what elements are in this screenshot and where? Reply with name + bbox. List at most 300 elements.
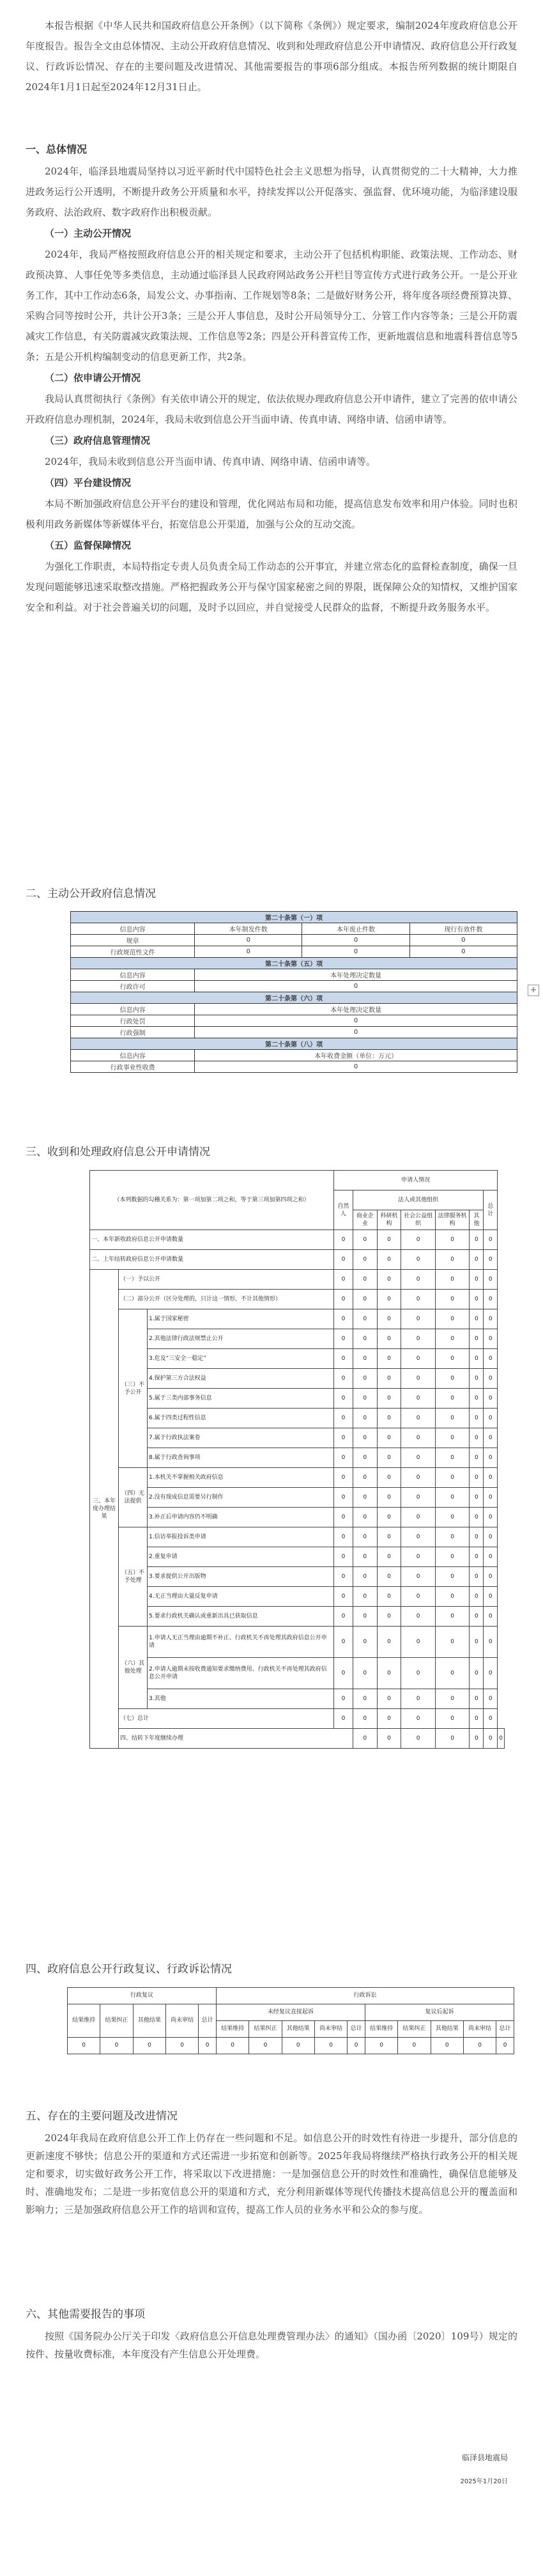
corner-note: （本列数据的勾稽关系为：第一项加第二项之和，等于第三项加第四项之和） (90, 1171, 334, 1230)
cell: 0 (484, 1230, 498, 1250)
cell: 0 (353, 1547, 377, 1567)
applicant-header: 申请人情况 (334, 1171, 498, 1190)
cell: 0 (401, 1709, 436, 1729)
cell: 0 (484, 1547, 498, 1567)
cell: 0 (435, 1349, 470, 1369)
cell: 0 (353, 1627, 377, 1658)
cell: 0 (401, 1349, 436, 1369)
cell: 0 (470, 1349, 484, 1369)
col-header: 结果维持 (365, 2021, 397, 2038)
cell: 0 (435, 1250, 470, 1270)
b1-col: 本年废止件数 (302, 923, 409, 935)
block-3-title: 第二十条第（六）项 (71, 992, 517, 1004)
cell: 0 (484, 1349, 498, 1369)
b3-cell: 0 (195, 1027, 517, 1038)
cell: 0 (401, 1527, 436, 1547)
cell: 0 (484, 1658, 498, 1689)
col-header: 其他结果 (133, 2004, 165, 2038)
b3-cell: 行政强制 (71, 1027, 195, 1038)
legal-group-header: 法人或其他组织 (353, 1190, 483, 1210)
row-label: （七）总计 (119, 1709, 334, 1729)
cell: 0 (484, 1448, 498, 1468)
cell: 0 (484, 1270, 498, 1290)
row-label: 7.属于行政执法案卷 (148, 1428, 334, 1448)
cell: 0 (401, 1627, 436, 1658)
b2-col: 本年处理决定数量 (195, 969, 517, 981)
b3-col: 本年处理决定数量 (195, 1004, 517, 1015)
cell: 0 (353, 1250, 377, 1270)
cell: 0 (334, 1369, 353, 1389)
cell: 0 (401, 1290, 436, 1309)
cell: 0 (334, 1309, 353, 1329)
cell: 0 (377, 1729, 401, 1749)
cell: 0 (334, 1389, 353, 1409)
cell: 0 (314, 2038, 347, 2054)
cell: 0 (353, 1607, 377, 1627)
cell: 0 (334, 1689, 353, 1709)
cell: 0 (377, 1547, 401, 1567)
row-label: 5.要求行政机关确认或重新出具已获取信息 (148, 1607, 334, 1627)
cell: 0 (377, 1508, 401, 1527)
cell: 0 (334, 1607, 353, 1627)
cell: 0 (484, 1409, 498, 1428)
section-1e-title: （五）监督保障情况 (45, 540, 132, 551)
b3-cell: 行政处罚 (71, 1015, 195, 1027)
cell: 0 (353, 1309, 377, 1329)
col-header: 总计 (348, 2021, 365, 2038)
row-label: 1.本机关不掌握相关政府信息 (148, 1468, 334, 1488)
cell: 0 (470, 1389, 484, 1409)
b4-cell: 0 (195, 1061, 517, 1073)
cell: 0 (401, 1389, 436, 1409)
section-4 (0, 1956, 543, 1982)
b3-col: 信息内容 (71, 1004, 195, 1015)
cell: 0 (353, 1587, 377, 1607)
cell: 0 (435, 1230, 470, 1250)
cell: 0 (470, 1547, 484, 1567)
block-4-title: 第二十条第（八）项 (71, 1038, 517, 1050)
cell: 0 (401, 1329, 436, 1349)
cell: 0 (435, 1329, 470, 1349)
after-review-header: 复议后起诉 (365, 2004, 514, 2021)
b1-col: 现行有效件数 (409, 923, 517, 935)
cell: 0 (334, 1428, 353, 1448)
b3-cell: 0 (195, 1015, 517, 1027)
cell: 0 (353, 1349, 377, 1369)
row-label: 5.属于三类内部事务信息 (148, 1389, 334, 1409)
cell: 0 (401, 1369, 436, 1389)
legal-col: 其他 (470, 1210, 484, 1230)
cell: 0 (353, 1409, 377, 1428)
cell: 0 (377, 1587, 401, 1607)
cell: 0 (470, 1709, 484, 1729)
row-label: （一）予以公开 (119, 1270, 334, 1290)
row-label: 一、本年新收政府信息公开申请数量 (90, 1230, 334, 1250)
row-label: 二、上年结转政府信息公开申请数量 (90, 1250, 334, 1270)
signature-date: 2025年1月20日 (460, 2478, 508, 2485)
cell: 0 (334, 1627, 353, 1658)
legal-col: 商业企业 (353, 1210, 377, 1230)
cell: 0 (470, 1607, 484, 1627)
group-4-label: （四）无法提供 (119, 1468, 148, 1527)
block-2-title: 第二十条第（五）项 (71, 958, 517, 969)
cell: 0 (435, 1488, 470, 1508)
cell: 0 (377, 1488, 401, 1508)
cell: 0 (470, 1468, 484, 1488)
cell: 0 (470, 1488, 484, 1508)
cell: 0 (353, 1468, 377, 1488)
lawsuit-header: 行政诉讼 (216, 1988, 514, 2004)
cell: 0 (470, 1230, 484, 1250)
b1-cell: 0 (302, 935, 409, 946)
cell: 0 (470, 1270, 484, 1290)
cell: 0 (484, 1250, 498, 1270)
cell: 0 (470, 1508, 484, 1527)
cell: 0 (334, 1547, 353, 1567)
cell: 0 (470, 1658, 484, 1689)
col-header: 尚未审结 (463, 2021, 496, 2038)
cell: 0 (401, 1488, 436, 1508)
b1-cell: 规章 (71, 935, 195, 946)
cell: 0 (470, 1428, 484, 1448)
cell: 0 (334, 1488, 353, 1508)
cell: 0 (401, 1230, 436, 1250)
cell: 0 (334, 1329, 353, 1349)
section-1d-paragraph: 本局不断加强政府信息公开平台的建设和管理，优化网站布局和功能，提高信息发布效率和用户体验。同时也积极利用政务新媒体等新媒体平台，拓宽信息公开渠道，加强与公众的互动交流。 (26, 498, 517, 530)
cell: 0 (435, 1270, 470, 1290)
cell: 0 (353, 1448, 377, 1468)
section-1c-title: （三）政府信息管理情况 (45, 435, 151, 446)
row-label: 1.信访举报投诉类申请 (148, 1527, 334, 1547)
result-group-label: 三、本年度办理结果 (90, 1270, 119, 1749)
cell: 0 (470, 1250, 484, 1270)
signature-org: 临泽县地震局 (461, 2453, 508, 2462)
cell: 0 (377, 1270, 401, 1290)
cell: 0 (401, 1270, 436, 1290)
row-label: 4.无正当理由大量反复申请 (148, 1587, 334, 1607)
cell: 0 (377, 1329, 401, 1349)
section-3-title: 三、收到和处理政府信息公开申请情况 (26, 1146, 210, 1159)
cell: 0 (401, 1250, 436, 1270)
total-header: 总计 (484, 1190, 498, 1230)
cell: 0 (401, 1508, 436, 1527)
cell: 0 (401, 1448, 436, 1468)
cell: 0 (282, 2038, 314, 2054)
section-2-title: 二、主动公开政府信息情况 (26, 887, 156, 900)
cell: 0 (401, 1587, 436, 1607)
cell: 0 (365, 2038, 397, 2054)
cell: 0 (353, 1230, 377, 1250)
cell: 0 (401, 1729, 436, 1749)
cell: 0 (401, 1567, 436, 1587)
section-5-paragraph: 2024年我局在政府信息公开工作上仍存在一些问题和不足。如信息公开的时效性有待进一步提升，部分信息的更新速度不够快；信息公开的渠道和方式还需进一步拓宽和创新等。2025年我局将继续严格执行政务公开的相关规定和要求，切实做好政务公开工作，将采取以下改进措施：一是加强信息公开的时效性和准确性，确保信息能够及时、准确地发布；二是进一步拓宽信息公开的渠道和方式，充分利用新媒体等现代传播技术提高信息公开的覆盖面和影响力；三是加强政府信息公开工作的培训和宣传，提高工作人员的业务水平和公众的参与度。 (26, 2132, 517, 2215)
cell: 0 (401, 1607, 436, 1627)
cell: 0 (353, 1290, 377, 1309)
cell: 0 (484, 1607, 498, 1627)
cell: 0 (484, 1369, 498, 1389)
cell: 0 (377, 1290, 401, 1309)
cell: 0 (463, 2038, 496, 2054)
cell: 0 (377, 1428, 401, 1448)
cell: 0 (216, 2038, 249, 2054)
row-label: 6.属于四类过程性信息 (148, 1409, 334, 1428)
cell: 0 (377, 1689, 401, 1709)
section-5 (0, 2104, 543, 2219)
section-1-paragraph: 2024年，临泽县地震局坚持以习近平新时代中国特色社会主义思想为指导，认真贯彻党的二十大精神，大力推进政务运行公开透明，不断提升政务公开质量和水平，持续发挥以公开促落实、强监督、优环境功能，为临泽建设服务政府、法治政府、数字政府作出积极贡献。 (26, 166, 517, 218)
cell: 0 (334, 1270, 353, 1290)
cell: 0 (435, 1658, 470, 1689)
row-label: 2.申请人逾期未按收费通知要求缴纳费用、行政机关不再处理其政府信息公开申请 (148, 1658, 334, 1689)
group-5-label: （五）不予处理 (119, 1527, 148, 1627)
b1-cell: 行政规范性文件 (71, 946, 195, 958)
natural-person-header: 自然人 (334, 1190, 353, 1230)
cell: 0 (353, 1329, 377, 1349)
cell: 0 (401, 1658, 436, 1689)
cell: 0 (435, 1567, 470, 1587)
cell: 0 (377, 1349, 401, 1369)
section-1e-paragraph: 为强化工作职责，本局特指定专责人员负责全局工作动态的公开事宜，并建立常态化的监督检查制度，确保一旦发现问题能够迅速采取整改措施。严格把握政务公开与保守国家秘密之间的界限，既保障公众的知情权，又维护国家安全和利益。对于社会普遍关切的问题，及时予以回应，并自觉接受人民群众的监督，不断提升政务服务水平。 (26, 561, 517, 613)
application-table (89, 1170, 505, 1749)
cell: 0 (401, 1409, 436, 1428)
cell: 0 (484, 1567, 498, 1587)
cell: 0 (431, 2038, 463, 2054)
b4-col: 信息内容 (71, 1050, 195, 1061)
cell: 0 (484, 1389, 498, 1409)
cell: 0 (470, 1527, 484, 1547)
row-label: 8.属于行政查询事项 (148, 1448, 334, 1468)
cell: 0 (353, 1428, 377, 1448)
cell: 0 (484, 1709, 498, 1729)
section-6-paragraph: 按照《国务院办公厅关于印发〈政府信息公开信息处理费管理办法〉的通知》（国办函〔2020〕109号）规定的按件、按量收费标准，本年度没有产生信息公开处理费。 (26, 2330, 517, 2360)
cell: 0 (484, 1309, 498, 1329)
row-label: 2.其他法律行政法规禁止公开 (148, 1329, 334, 1349)
cell: 0 (435, 1369, 470, 1389)
cell: 0 (484, 1627, 498, 1658)
legal-col: 法律服务机构 (435, 1210, 470, 1230)
section-1a-title: （一）主动公开情况 (45, 228, 132, 239)
cell: 0 (484, 1428, 498, 1448)
cell: 0 (435, 1587, 470, 1607)
cell: 0 (435, 1428, 470, 1448)
section-4-title: 四、政府信息公开行政复议、行政诉讼情况 (26, 1963, 232, 1976)
col-header: 结果维持 (216, 2021, 249, 2038)
cell: 0 (353, 1567, 377, 1587)
b4-col: 本年收费金额（单位：万元） (195, 1050, 517, 1061)
cell: 0 (435, 1527, 470, 1547)
cell: 0 (377, 1389, 401, 1409)
cell: 0 (377, 1250, 401, 1270)
cell: 0 (334, 1230, 353, 1250)
row-label: 2.重复申请 (148, 1547, 334, 1567)
plus-icon[interactable]: + (528, 985, 539, 996)
cell: 0 (334, 1658, 353, 1689)
cell: 0 (377, 1627, 401, 1658)
cell: 0 (334, 1508, 353, 1527)
cell: 0 (435, 1627, 470, 1658)
row-label: 3.危及“三安全一稳定” (148, 1349, 334, 1369)
cell: 0 (377, 1309, 401, 1329)
cell: 0 (165, 2038, 198, 2054)
intro-section (0, 15, 543, 97)
cell: 0 (435, 1547, 470, 1567)
b2-cell: 0 (195, 981, 517, 992)
cell: 0 (470, 1290, 484, 1309)
b1-cell: 0 (409, 946, 517, 958)
cell: 0 (435, 1689, 470, 1709)
cell: 0 (484, 1527, 498, 1547)
cell: 0 (401, 1468, 436, 1488)
cell: 0 (377, 1468, 401, 1488)
section-1d-title: （四）平台建设情况 (45, 477, 132, 488)
cell: 0 (470, 1448, 484, 1468)
cell: 0 (498, 1729, 505, 1749)
cell: 0 (435, 1729, 470, 1749)
cell: 0 (353, 1270, 377, 1290)
section-6 (0, 2302, 543, 2363)
cell: 0 (334, 1290, 353, 1309)
cell: 0 (470, 1409, 484, 1428)
b1-cell: 0 (195, 935, 302, 946)
cell: 0 (470, 1329, 484, 1349)
col-header: 其他结果 (282, 2021, 314, 2038)
cell: 0 (353, 1689, 377, 1709)
cell: 0 (334, 1448, 353, 1468)
col-header: 结果纠正 (398, 2021, 431, 2038)
cell: 0 (470, 1567, 484, 1587)
row-label: 2.没有现成信息需要另行制作 (148, 1488, 334, 1508)
b1-cell: 0 (302, 946, 409, 958)
cell: 0 (496, 2038, 514, 2054)
group-6-label: （六）其他处理 (119, 1627, 148, 1709)
legal-col: 社会公益组织 (401, 1210, 436, 1230)
row-label: 1.属于国家秘密 (148, 1309, 334, 1329)
section-1a-paragraph: 2024年，我局严格按照政府信息公开的相关规定和要求，主动公开了包括机构职能、政策法规、工作动态、财政预决算、人事任免等多类信息，主动通过临泽县人民政府网站政务公开栏目等宣传方式进行政务公开。一是公开业务工作，其中工作动态6条，局发公文、办事指南、工作规划等8条；二是做好财务公开，将年度各项经费预算决算、采购合同等按时公开，共计公开3条；三是公开人事信息，及时公开局领导分工、分管工作内容等条；三是公开防震减灾工作信息，有关防震减灾政策法规、工作信息等2条；四是公开科普宣传工作，更新地震信息和地震科普信息等5条；五是公开机构编制变动的信息更新工作，共2条。 (26, 249, 517, 363)
cell: 0 (470, 1309, 484, 1329)
cell: 0 (484, 1468, 498, 1488)
cell: 0 (435, 1448, 470, 1468)
cell: 0 (435, 1309, 470, 1329)
group-3-label: （三）不予公开 (119, 1309, 148, 1468)
col-header: 结果纠正 (100, 2004, 133, 2038)
block-1-title: 第二十条第（一）项 (71, 912, 517, 923)
cell: 0 (334, 1409, 353, 1428)
section-1 (0, 138, 543, 618)
cell: 0 (353, 1389, 377, 1409)
cell: 0 (377, 1448, 401, 1468)
cell: 0 (377, 1230, 401, 1250)
cell: 0 (353, 1488, 377, 1508)
col-header: 尚未审结 (165, 2004, 198, 2038)
cell: 0 (68, 2038, 100, 2054)
col-header: 结果纠正 (249, 2021, 282, 2038)
cell: 0 (353, 1527, 377, 1547)
cell: 0 (334, 1468, 353, 1488)
cell: 0 (348, 2038, 365, 2054)
b1-cell: 0 (409, 935, 517, 946)
cell: 0 (377, 1709, 401, 1729)
cell: 0 (435, 1508, 470, 1527)
cell: 0 (401, 1689, 436, 1709)
cell: 0 (484, 1729, 498, 1749)
cell: 0 (133, 2038, 165, 2054)
cell: 0 (353, 1709, 377, 1729)
cell: 0 (435, 1290, 470, 1309)
cell: 0 (484, 1329, 498, 1349)
cell: 0 (401, 1547, 436, 1567)
col-header: 总计 (199, 2004, 217, 2038)
section-6-title: 六、其他需要报告的事项 (26, 2308, 145, 2321)
row-label: （二）部分公开（区分处理的，只计这一情形，不计其他情形） (119, 1290, 334, 1309)
cell: 0 (334, 1709, 353, 1729)
cell: 0 (484, 1488, 498, 1508)
b4-cell: 行政事业性收费 (71, 1061, 195, 1073)
review-lawsuit-table (67, 1987, 514, 2054)
row-label: 1.申请人无正当理由逾期不补正、行政机关不再处理其政府信息公开申请 (148, 1627, 334, 1658)
cell: 0 (353, 1729, 377, 1749)
cell: 0 (353, 1369, 377, 1389)
section-5-title: 五、存在的主要问题及改进情况 (26, 2110, 178, 2123)
b1-cell: 0 (195, 946, 302, 958)
cell: 0 (435, 1607, 470, 1627)
row-label: 四、结转下年度继续办理 (119, 1729, 353, 1749)
cell: 0 (199, 2038, 217, 2054)
cell: 0 (100, 2038, 133, 2054)
cell: 0 (377, 1369, 401, 1389)
row-label: 3.要求提供公开出版物 (148, 1567, 334, 1587)
b2-cell: 行政许可 (71, 981, 195, 992)
cell: 0 (484, 1508, 498, 1527)
b2-col: 信息内容 (71, 969, 195, 981)
review-header: 行政复议 (68, 1988, 217, 2004)
cell: 0 (334, 1567, 353, 1587)
cell: 0 (470, 1587, 484, 1607)
row-label: 3.其他 (148, 1689, 334, 1709)
b1-col: 信息内容 (71, 923, 195, 935)
col-header: 总计 (496, 2021, 514, 2038)
section-1c-paragraph: 2024年，我局未收到信息公开当面申请、传真申请、网络申请、信函申请等。 (45, 456, 376, 467)
cell: 0 (484, 1689, 498, 1709)
intro-paragraph: 本报告根据《中华人民共和国政府信息公开条例》（以下简称《条例》）规定要求，编制2024年度政府信息公开年度报告。报告全文由总体情况、主动公开政府信息情况、收到和处理政府信息公开申请情况、政府信息公开行政复议、行政诉讼情况、存在的主要问题及改进情况、其他需要报告的事项6部分组成。本报告所列数据的统计期限自2024年1月1日起至2024年12月31日止。 (26, 20, 517, 93)
proactive-disclosure-table (70, 911, 517, 1073)
cell: 0 (401, 1309, 436, 1329)
cell: 0 (334, 1349, 353, 1369)
cell: 0 (334, 1527, 353, 1547)
legal-col: 科研机构 (377, 1210, 401, 1230)
section-3 (0, 1139, 543, 1165)
cell: 0 (470, 1627, 484, 1658)
cell: 0 (377, 1527, 401, 1547)
cell: 0 (377, 1607, 401, 1627)
cell: 0 (470, 1369, 484, 1389)
section-1b-paragraph: 我局认真贯彻执行《条例》有关依申请公开的规定，依法依规办理政府信息公开申请件，建立了完善的依申请公开政府信息办理机制，2024年，我局未收到信息公开当面申请、传真申请、网络申请、信函申请等。 (26, 393, 517, 425)
cell: 0 (377, 1567, 401, 1587)
cell: 0 (470, 1689, 484, 1709)
section-1b-title: （二）依申请公开情况 (45, 372, 141, 384)
col-header: 尚未审结 (314, 2021, 347, 2038)
cell: 0 (377, 1658, 401, 1689)
col-header: 结果维持 (68, 2004, 100, 2038)
row-label: 4.保护第三方合法权益 (148, 1369, 334, 1389)
cell: 0 (377, 1409, 401, 1428)
cell: 0 (334, 1250, 353, 1270)
cell: 0 (353, 1508, 377, 1527)
col-header: 其他结果 (431, 2021, 463, 2038)
cell: 0 (484, 1587, 498, 1607)
b1-col: 本年制发件数 (195, 923, 302, 935)
cell: 0 (435, 1709, 470, 1729)
cell: 0 (435, 1389, 470, 1409)
cell: 0 (470, 1729, 484, 1749)
